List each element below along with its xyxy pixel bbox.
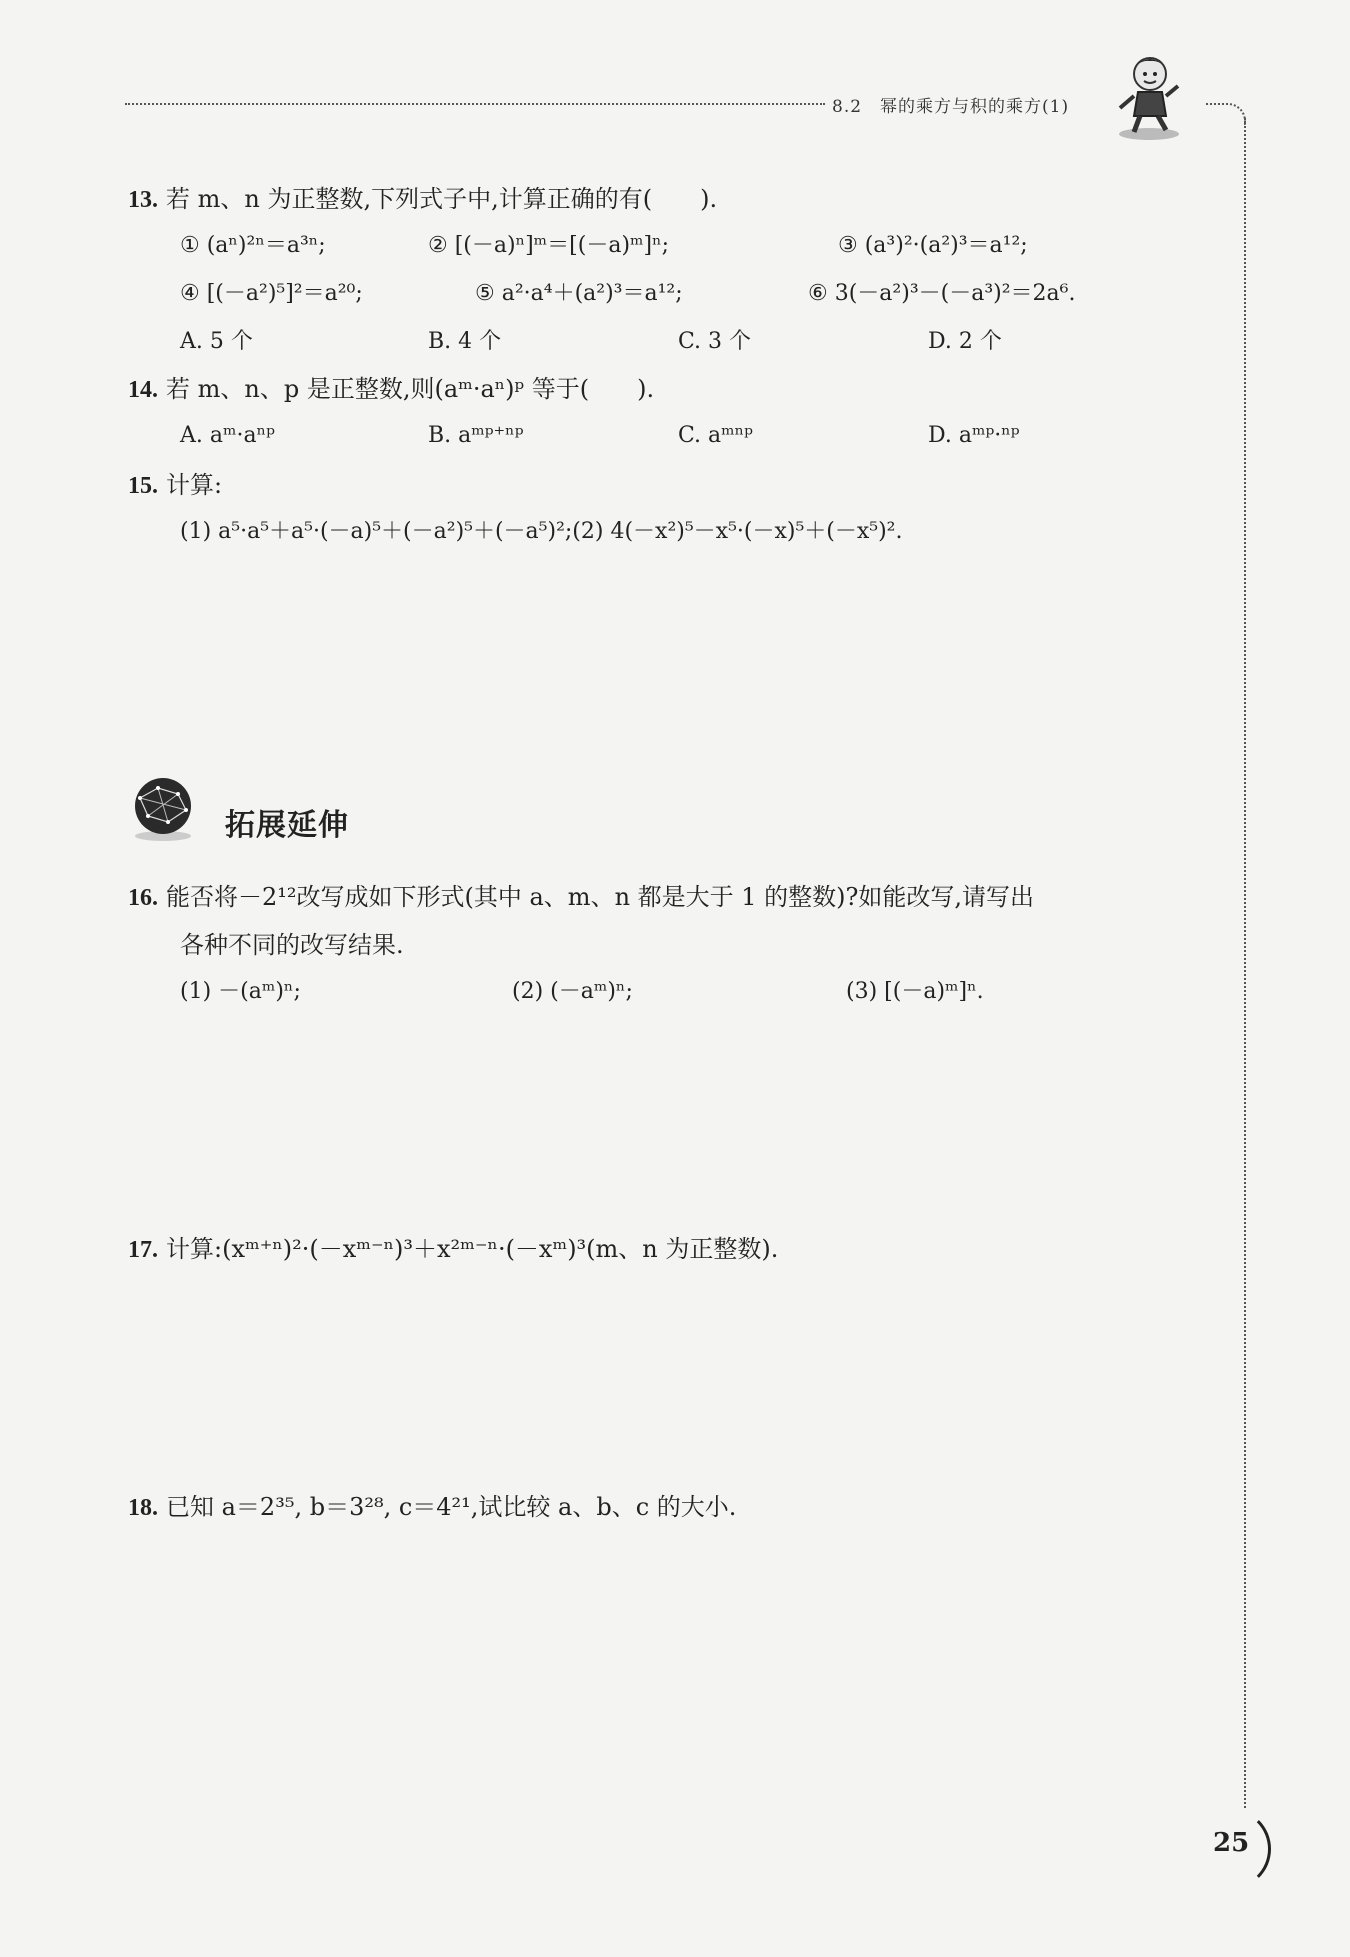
q13-option-b: B. 4 个: [428, 329, 502, 354]
question-18: [128, 1490, 736, 1525]
q16-part-3: (3) [(－a)ᵐ]ⁿ.: [846, 979, 984, 1004]
q13-item-5: ⑤ a²·a⁴＋(a²)³＝a¹²;: [475, 281, 683, 306]
question-stem-line-1: 能否将－2¹²改写成如下形式(其中 a、m、n 都是大于 1 的整数)?如能改写,请写出: [166, 883, 1035, 911]
q13-item-6: ⑥ 3(－a²)³－(－a³)²＝2a⁶.: [808, 281, 1076, 306]
q13-option-a: A. 5 个: [180, 329, 253, 354]
header-section-title: 8.2 幂的乘方与积的乘方(1): [832, 97, 1070, 117]
question-number: 16.: [128, 885, 158, 911]
header-rule: [125, 103, 825, 105]
question-number: 15.: [128, 473, 158, 499]
question-number: 14.: [128, 377, 158, 403]
question-stem: 若 m、n、p 是正整数,则(aᵐ·aⁿ)ᵖ 等于( ).: [166, 375, 655, 403]
question-stem: 计算:: [166, 471, 223, 499]
q14-option-c: C. aᵐⁿᵖ: [678, 423, 753, 448]
question-number: 13.: [128, 187, 158, 213]
q14-option-d: D. aᵐᵖ·ⁿᵖ: [928, 423, 1020, 448]
question-15: [128, 468, 222, 503]
question-number: 17.: [128, 1237, 158, 1263]
q14-option-b: B. aᵐᵖ⁺ⁿᵖ: [428, 423, 524, 448]
q16-part-1: (1) －(aᵐ)ⁿ;: [180, 979, 301, 1004]
frame-corner: [1206, 103, 1246, 125]
q13-item-4: ④ [(－a²)⁵]²＝a²⁰;: [180, 281, 363, 306]
question-stem: 若 m、n 为正整数,下列式子中,计算正确的有( ).: [166, 185, 718, 213]
q13-item-1: ① (aⁿ)²ⁿ＝a³ⁿ;: [180, 233, 326, 258]
page-number: 25: [1213, 1828, 1250, 1858]
question-number: 18.: [128, 1495, 158, 1521]
q13-option-c: C. 3 个: [678, 329, 752, 354]
mascot-icon: [1112, 52, 1186, 142]
question-16-line-2: 各种不同的改写结果.: [180, 931, 404, 959]
q14-option-a: A. aᵐ·aⁿᵖ: [180, 423, 275, 448]
section-title: 拓展延伸: [225, 808, 349, 843]
question-stem: 计算:(xᵐ⁺ⁿ)²·(－xᵐ⁻ⁿ)³＋x²ᵐ⁻ⁿ·(－xᵐ)³(m、n 为正整数).: [166, 1235, 779, 1263]
globe-icon: [128, 774, 198, 844]
question-17: [128, 1232, 778, 1267]
q13-item-3: ③ (a³)²·(a²)³＝a¹²;: [838, 233, 1028, 258]
q13-item-2: ② [(－a)ⁿ]ᵐ＝[(－a)ᵐ]ⁿ;: [428, 233, 670, 258]
q16-part-2: (2) (－aᵐ)ⁿ;: [512, 979, 633, 1004]
question-13: [128, 182, 717, 217]
frame-right-rule: [1244, 118, 1246, 1808]
question-16: [128, 880, 1034, 915]
q15-parts: (1) a⁵·a⁵＋a⁵·(－a)⁵＋(－a²)⁵＋(－a⁵)²;(2) 4(－x²)⁵－x⁵·(－x)⁵＋(－x⁵)².: [180, 519, 903, 544]
q13-option-d: D. 2 个: [928, 329, 1002, 354]
question-14: [128, 372, 654, 407]
question-stem: 已知 a＝2³⁵, b＝3²⁸, c＝4²¹,试比较 a、b、c 的大小.: [166, 1493, 737, 1521]
